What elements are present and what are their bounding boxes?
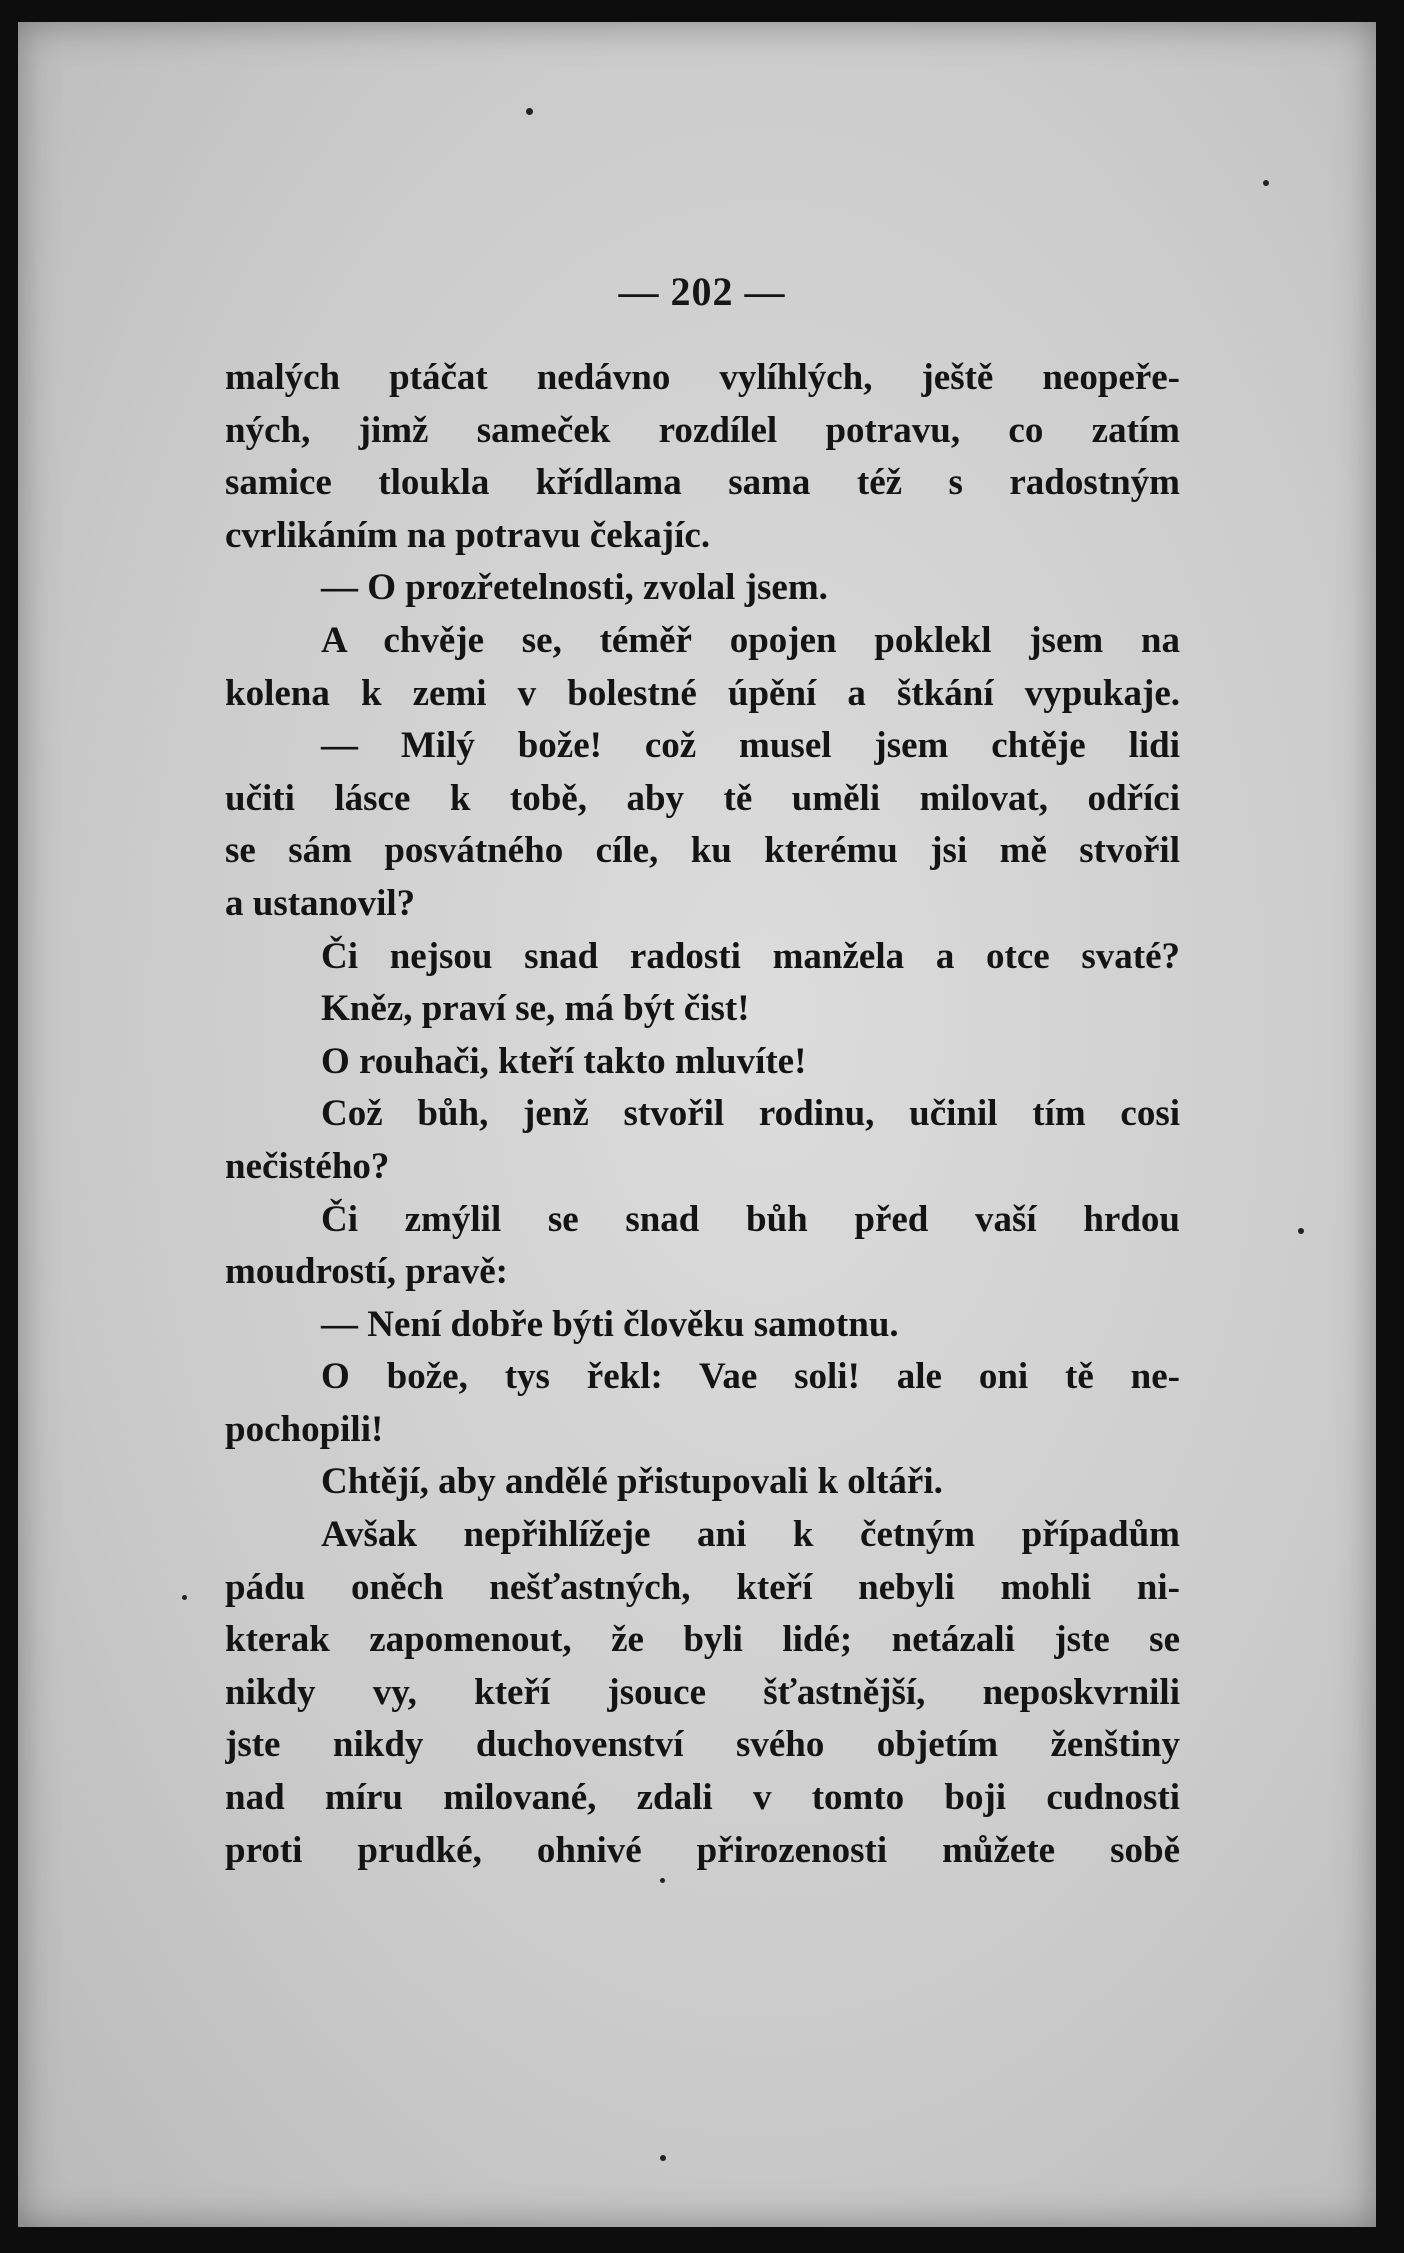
- text-line: Chtějí, aby andělé přistupovali k oltáři.: [321, 1461, 943, 1503]
- scan-speck: [1298, 1228, 1304, 1234]
- text-line: kterak zapomenout, že byli lidé; netázali jste se: [225, 1619, 1180, 1661]
- text-line: pádu oněch nešťastných, kteří nebyli mohli ni-: [225, 1566, 1180, 1608]
- text-line: nad míru milované, zdali v tomto boji cudnosti: [225, 1777, 1180, 1819]
- text-line: učiti lásce k tobě, aby tě uměli milovat, odříci: [225, 777, 1180, 819]
- scan-speck: [526, 108, 533, 115]
- text-line: Avšak nepřihlížeje ani k četným případům: [321, 1514, 1180, 1556]
- text-line: — Milý bože! což musel jsem chtěje lidi: [321, 725, 1180, 767]
- text-line: pochopili!: [225, 1408, 384, 1450]
- body-text: [225, 352, 1180, 1877]
- text-line: — Není dobře býti člověku samotnu.: [321, 1303, 899, 1345]
- scan-speck: [182, 1595, 187, 1600]
- text-line: a ustanovil?: [225, 882, 416, 924]
- scan-speck: [660, 2155, 666, 2161]
- text-line: se sám posvátného cíle, ku kterému jsi mě stvořil: [225, 830, 1180, 872]
- text-line: kolena k zemi v bolestné úpění a štkání vypukaje.: [225, 672, 1180, 714]
- text-line: proti prudké, ohnivé přirozenosti můžete sobě: [225, 1829, 1180, 1871]
- text-line: Což bůh, jenž stvořil rodinu, učinil tím cosi: [321, 1093, 1180, 1135]
- text-line: Kněz, praví se, má být čist!: [321, 988, 750, 1030]
- text-line: O bože, tys řekl: Vae soli! ale oni tě ne-: [321, 1356, 1180, 1398]
- text-line: moudrostí, pravě:: [225, 1251, 508, 1293]
- text-line: O rouhači, kteří takto mluvíte!: [321, 1040, 807, 1082]
- text-line: nikdy vy, kteří jsouce šťastnější, neposkvrnili: [225, 1671, 1180, 1713]
- page-number: — 202 —: [618, 269, 786, 314]
- text-line: A chvěje se, téměř opojen poklekl jsem na: [321, 619, 1180, 661]
- text-line: nečistého?: [225, 1145, 390, 1187]
- scan-speck: [660, 1878, 665, 1883]
- text-line: cvrlikáním na potravu čekajíc.: [225, 514, 711, 556]
- text-line: Či nejsou snad radosti manžela a otce svaté?: [321, 935, 1180, 977]
- text-line: samice tloukla křídlama sama též s radostným: [225, 462, 1180, 504]
- text-line: malých ptáčat nedávno vylíhlých, ještě neopeře-: [225, 357, 1180, 398]
- text-line: ných, jimž sameček rozdílel potravu, co zatím: [225, 409, 1180, 451]
- text-line: — O prozřetelnosti, zvolal jsem.: [321, 567, 828, 609]
- text-line: Či zmýlil se snad bůh před vaší hrdou: [321, 1198, 1180, 1240]
- text-line: jste nikdy duchovenství svého objetím ženštiny: [225, 1724, 1180, 1766]
- scan-speck: [1263, 180, 1269, 186]
